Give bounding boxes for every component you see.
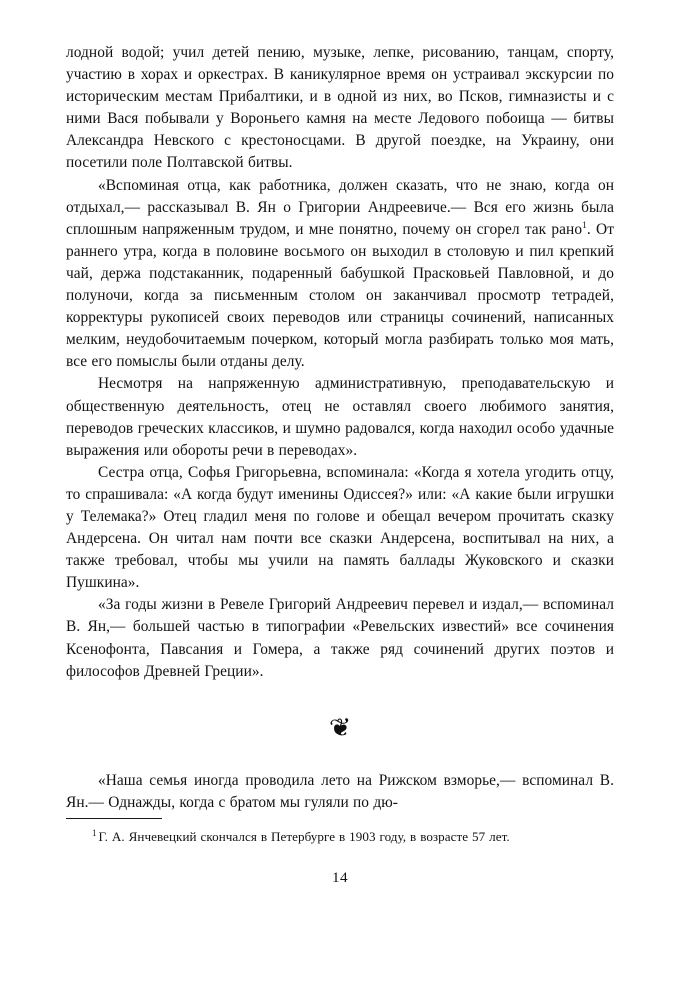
footnote-reference-marker[interactable]: 1 <box>582 219 587 231</box>
page-number: 14 <box>332 869 348 886</box>
footnote-entry <box>66 828 614 846</box>
body-paragraph-4: Сестра отца, Софья Григорьевна, вспоминала: «Когда я хотела угодить отцу, то спрашивала: «А когда будут именины Одиссея?» или: «А какие были игрушки у Телемака?» Отец гладил меня по голове и обещал вечером прочитать сказку Андерсена. Он читал нам почти все сказки Андерсена, воспитывал на них, а также требовал, чтобы мы учили на память баллады Жуковского и сказки Пушкина». <box>66 463 614 592</box>
fleuron-ornament-icon: ❦ <box>327 712 353 743</box>
section-divider <box>66 712 614 752</box>
paragraph-2-text-before-footnote: «Вспоминая отца, как работника, должен сказать, что не знаю, когда он отдыхал,— рассказывал В. Ян о Григории Андреевиче.— Вся его жизнь была сплошным напряженным трудом, и мне понятно, почему он сгорел так рано <box>66 176 614 238</box>
footnote-separator-rule <box>66 818 162 819</box>
footnote-marker: 1 <box>92 827 97 838</box>
body-paragraph-6: «Наша семья иногда проводила лето на Рижском взморье,— вспоминал В. Ян.— Однажды, когда с братом мы гуляли по дю- <box>66 772 614 812</box>
body-paragraph-2 <box>66 175 614 374</box>
footnote-text: Г. А. Янчевецкий скончался в Петербурге в 1903 году, в возрасте 57 лет. <box>98 829 510 844</box>
body-paragraph-5: «За годы жизни в Ревеле Григорий Андреевич перевел и издал,— вспоминал В. Ян,— большей частью в типографии «Ревельских известий» все сочинения Ксенофонта, Павсания и Гомера, а также ряд сочинений других поэтов и философов Древней Греции». <box>66 596 614 680</box>
body-paragraph-3: Несмотря на напряженную административную, преподавательскую и общественную деятельность, отец не оставлял своего любимого занятия, переводов греческих классиков, и шумно радовался, когда находил особо удачные выражения или обороты речи в переводах». <box>66 375 614 459</box>
paragraph-2-text-after-footnote: . От раннего утра, когда в половине восьмого он выходил в столовую и пил крепкий чай, держа подстаканник, подаренный бабушкой Прасковьей Павловной, и до полуночи, когда за письменным столом он заканчивал просмотр тетрадей, корректуры рукописей своих переводов или страницы сочинений, написанных мелким, неудобочитаемым почерком, который могла разбирать только моя мать, все его помыслы были отданы делу. <box>66 220 614 371</box>
body-paragraph-1: лодной водой; учил детей пению, музыке, лепке, рисованию, танцам, спорту, участию в хорах и оркестрах. В каникулярное время он устраивал экскурсии по историческим местам Прибалтики, и в одной из них, во Псков, гимназисты и с ними Вася побывали у Вороньего камня на месте Ледового побоища — битвы Александра Невского с крестоносцами. В другой поездке, на Украину, они посетили поле Полтавской битвы. <box>66 44 614 172</box>
main-text-column <box>66 42 614 683</box>
footnote-area <box>66 818 614 846</box>
post-ornament-text-column <box>66 770 614 814</box>
